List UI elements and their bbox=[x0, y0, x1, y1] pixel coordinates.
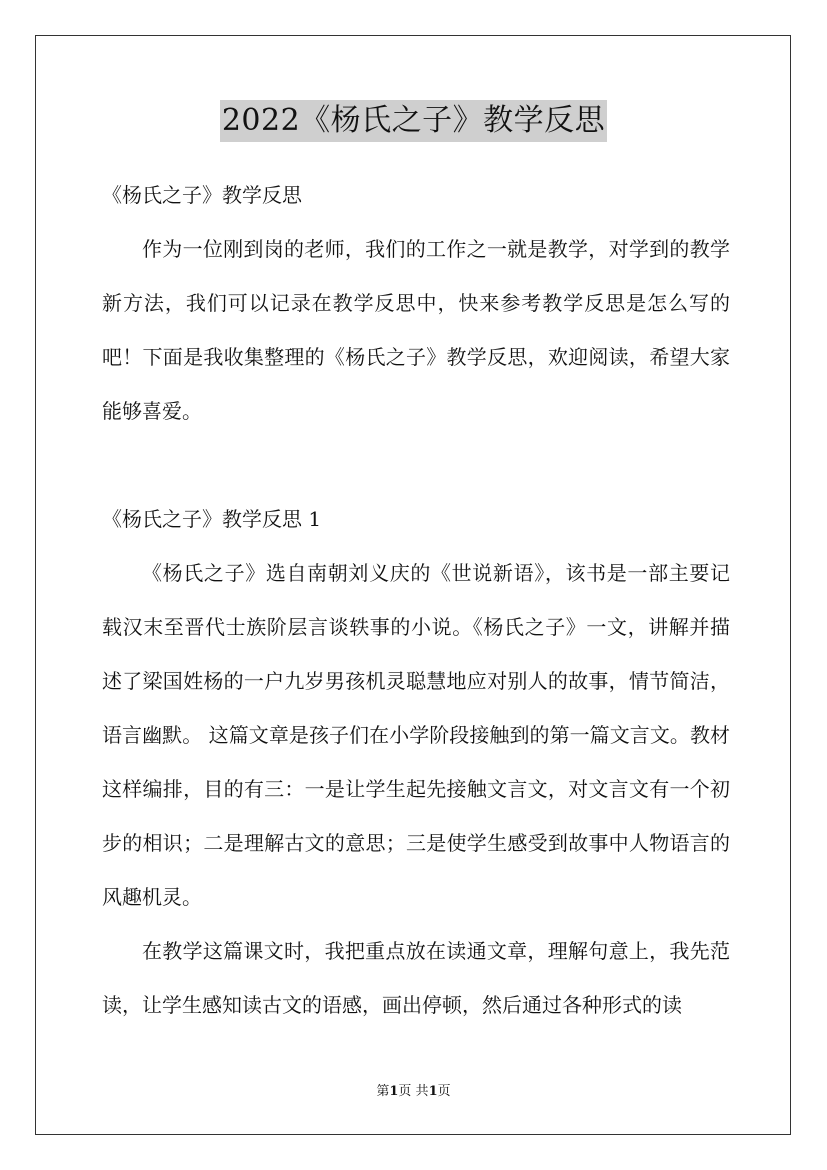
intro-heading: 《杨氏之子》教学反思 bbox=[102, 183, 302, 207]
page-mid: 页 共 bbox=[398, 1084, 429, 1099]
section1-heading: 《杨氏之子》教学反思 1 bbox=[102, 507, 322, 531]
document-body bbox=[102, 168, 730, 1032]
title-container bbox=[0, 100, 827, 142]
section-spacer bbox=[102, 438, 730, 492]
page-prefix: 第 bbox=[376, 1084, 390, 1099]
page-total: 1 bbox=[428, 1084, 438, 1099]
section1-paragraph-1: 《杨氏之子》选自南朝刘义庆的《世说新语》，该书是一部主要记载汉末至晋代士族阶层言谈轶事的小说。《杨氏之子》一文，讲解并描述了梁国姓杨的一户九岁男孩机灵聪慧地应对别人的故事，情节简洁，语言幽默。 这篇文章是孩子们在小学阶段接触到的第一篇文言文。教材这样编排，目的有三：一是让学生起先接触文言文，对文言文有一个初步的相识；二是理解古文的意思；三是使学生感受到故事中人物语言的风趣机灵。 bbox=[102, 561, 730, 909]
page-footer bbox=[0, 1083, 827, 1101]
section1-paragraph-2: 在教学这篇课文时，我把重点放在读通文章，理解句意上，我先范读，让学生感知读古文的语感，画出停顿，然后通过各种形式的读 bbox=[102, 939, 730, 1017]
intro-paragraph: 作为一位刚到岗的老师，我们的工作之一就是教学，对学到的教学新方法，我们可以记录在教学反思中，快来参考教学反思是怎么写的吧！下面是我收集整理的《杨氏之子》教学反思，欢迎阅读，希望大家能够喜爱。 bbox=[102, 237, 730, 423]
document-title: 2022《杨氏之子》教学反思 bbox=[220, 100, 607, 142]
page-suffix: 页 bbox=[437, 1084, 451, 1099]
page-current: 1 bbox=[389, 1084, 399, 1099]
